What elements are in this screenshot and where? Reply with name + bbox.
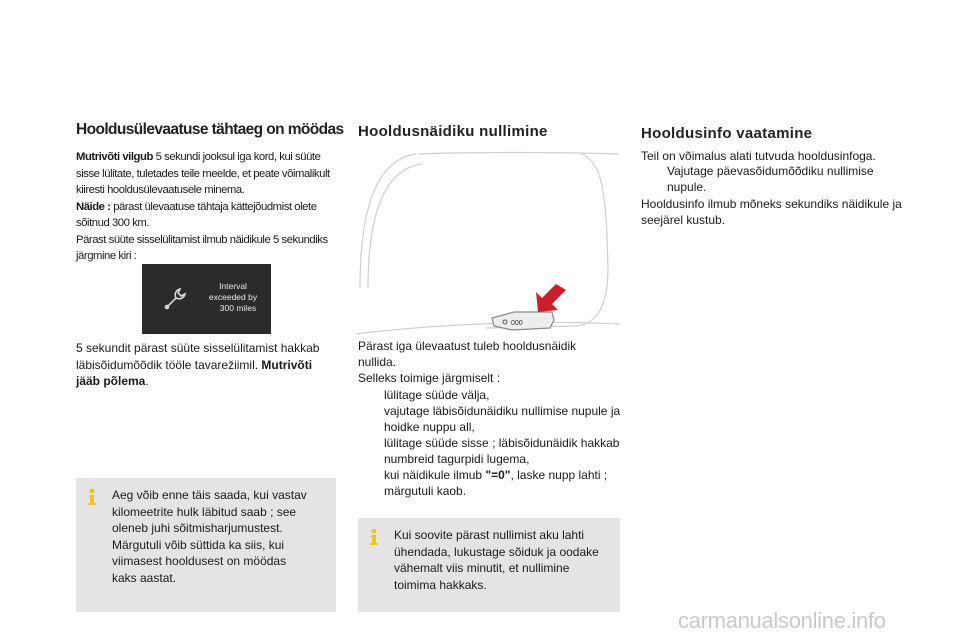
dashboard-line-3: 300 miles — [219, 303, 257, 313]
info-text-1: Aeg võib enne täis saada, kui vastav kilomeetrite hulk läbitud saab ; see oleneb juhi sõitmisharjumustest. Märgutuli võib süttida ka siis, kui viimasest hooldusest on möödas kaks aastat. — [112, 488, 307, 585]
section-heading-overdue: Hooldusülevaatuse tähtaeg on möödas — [76, 121, 344, 138]
step-1-text: lülitage süüde välja, — [384, 388, 490, 402]
info-text-2: Kui soovite pärast nullimist aku lahti ühendada, lukustage sõiduk ja oodake vähemalt viis minutit, et nullimine toimima hakkaks. — [394, 528, 599, 592]
text-proceed: Selleks toimige järgmiselt : — [358, 371, 501, 385]
text-after-ignition: Pärast süüte sisselülitamist ilmub näidikule 5 sekundiks järgmine kiri : — [76, 233, 328, 262]
dashboard-line-2: exceeded by — [208, 292, 258, 302]
text-period: . — [145, 374, 149, 388]
text-normal-mode: 5 sekundit pärast süüte sisselülitamist hakkab läbisõidumõõdik tööle tavarežiimil. — [76, 341, 320, 372]
step-4-post: , laske nupp lahti ; märgutuli kaob. — [384, 468, 608, 498]
section-heading-reset: Hooldusnäidiku nullimine — [358, 123, 548, 140]
text-wrench-rest: 5 sekundi jooksul iga kord, kui süüte sisse lülitate, tuletades teile meelde, et peate võimalikult kiiresti hooldusülevaatusele minema. — [76, 151, 330, 196]
info-box-2 — [358, 518, 620, 612]
instrument-panel-illustration — [356, 148, 622, 344]
info-icon — [85, 488, 99, 506]
text-reset-needed: Pärast iga ülevaatust tuleb hooldusnäidik nullida. — [358, 339, 577, 369]
text-bold-stays-on: Mutrivõti jääb põlema — [76, 357, 313, 388]
arrow-icon — [536, 284, 566, 312]
step-3-text: lülitage süüde sisse ; läbisõidunäidik hakkab numbreid tagurpidi lugema, — [384, 436, 620, 466]
text-bold-example: Näide : — [76, 200, 111, 213]
reset-button — [492, 312, 554, 330]
reset-button-label: 000 — [511, 320, 523, 327]
step-4-pre: kui näidikule ilmub — [384, 468, 486, 482]
text-example-rest: pärast ülevaatuse tähtaja kättejõudmist olete sõitnud 300 km. — [76, 200, 317, 229]
dashboard-message — [200, 281, 266, 314]
step-4-text — [384, 468, 622, 499]
step-2-text: vajutage läbisõidunäidiku nullimise nupule ja hoidke nuppu all, — [384, 404, 621, 434]
paragraph-view-info: Teil on võimalus alati tutvuda hooldusinfoga. — [641, 149, 876, 163]
paragraph-reset-intro — [358, 338, 608, 386]
paragraph-wrench-flash — [76, 149, 338, 265]
info-box-1 — [76, 478, 336, 612]
view-step-text: Vajutage päevasõidumõõdiku nullimise nupule. — [667, 164, 874, 194]
dashboard-display-image — [142, 264, 271, 334]
paragraph-info-disappears: Hooldusinfo ilmub mõneks sekundiks näidikule ja seejärel kustub. — [641, 197, 902, 227]
watermark: carmanualsonline.info — [678, 608, 886, 633]
dashboard-line-1: Interval — [219, 281, 247, 291]
info-icon — [367, 528, 381, 546]
paragraph-wrench-stays-on — [76, 340, 338, 390]
section-heading-view-info: Hooldusinfo vaatamine — [641, 125, 813, 142]
wrench-icon — [160, 284, 190, 314]
step-4-bold: "=0" — [485, 468, 511, 482]
text-bold-wrench: Mutrivõti vilgub — [76, 151, 153, 163]
